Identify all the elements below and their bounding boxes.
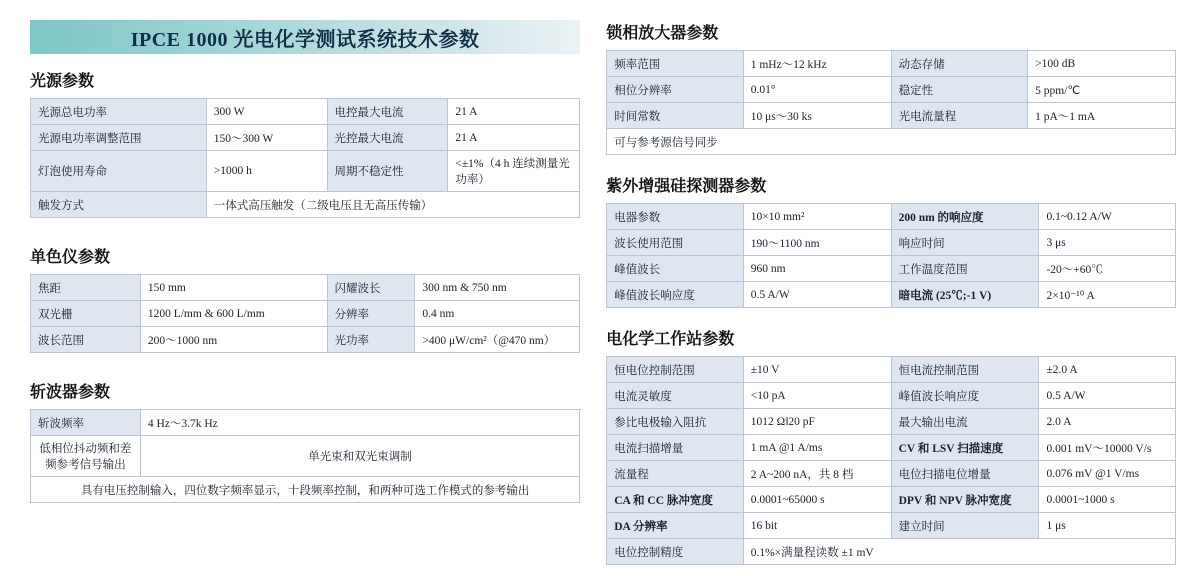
table-row [607,435,1176,461]
spec-value: 960 nm [743,256,891,282]
title-banner [30,20,580,54]
spec-value: 0.5 A/W [1039,383,1176,409]
table-lockin [606,50,1176,155]
spec-value: 具有电压控制输入，四位数字频率显示，十段频率控制，和两种可选工作模式的参考输出 [31,477,580,503]
spec-label: 峰值波长响应度 [607,282,744,308]
spec-label: 双光栅 [31,301,141,327]
spec-label: 时间常数 [607,103,744,129]
spec-label: 动态存储 [891,51,1028,77]
spec-label: 触发方式 [31,192,207,218]
table-body [607,357,1176,565]
table-row [31,436,580,477]
table-row [31,477,580,503]
spec-label: 恒电流控制范围 [891,357,1039,383]
spec-label: 相位分辨率 [607,77,744,103]
table-body [31,99,580,218]
spec-value: 低相位抖动频和差频参考信号输出 [31,436,141,477]
table-row [607,256,1176,282]
spec-label: 光源总电功率 [31,99,207,125]
spec-value: 2 A~200 nA，共 8 档 [743,461,891,487]
table-detector [606,203,1176,308]
spec-label: 流量程 [607,461,744,487]
spec-value: 3 μs [1039,230,1176,256]
section-lockin [606,20,1176,155]
spec-value: 2×10⁻¹⁰ A [1039,282,1176,308]
spec-value: 0.076 mV @1 V/ms [1039,461,1176,487]
spec-label: 暗电流 (25℃;-1 V) [891,282,1039,308]
spec-value: 1200 L/mm & 600 L/mm [140,301,327,327]
spec-value: 2.0 A [1039,409,1176,435]
table-row [31,275,580,301]
spec-value: 21 A [448,125,580,151]
spec-label: 电流灵敏度 [607,383,744,409]
spec-value: 4 Hz～3.7k Hz [140,410,579,436]
spec-value: 150 mm [140,275,327,301]
spec-value: 0.001 mV～10000 V/s [1039,435,1176,461]
spec-label: 分辨率 [327,301,415,327]
spec-label: 电控最大电流 [327,99,448,125]
spec-label: 峰值波长响应度 [891,383,1039,409]
spec-label: DA 分辨率 [607,513,744,539]
table-row [607,461,1176,487]
spec-label: 光功率 [327,327,415,353]
section-title-monochromator: 单色仪参数 [30,249,111,266]
table-chopper [30,409,580,503]
table-row [31,151,580,192]
table-row [607,103,1176,129]
table-light-source [30,98,580,218]
spec-value: <±1%（4 h 连续测量光功率） [448,151,580,192]
table-row [607,539,1176,565]
right-column [598,20,1176,566]
spec-value: 0.5 A/W [743,282,891,308]
spec-label: 参比电极输入阻抗 [607,409,744,435]
spec-value: 0.1%×满量程读数 ±1 mV [743,539,1175,565]
table-row [607,204,1176,230]
spec-label: 光电流量程 [891,103,1028,129]
spec-label: 光控最大电流 [327,125,448,151]
spec-value: 可与参考源信号同步 [607,129,1176,155]
spec-value: -20～+60℃ [1039,256,1176,282]
spec-value: >1000 h [206,151,327,192]
table-row [607,357,1176,383]
spec-value: 0.0001~1000 s [1039,487,1176,513]
spec-value: 0.0001~65000 s [743,487,891,513]
spec-value: 一体式高压触发（二级电压且无高压传输） [206,192,579,218]
table-row [31,327,580,353]
spec-label: 建立时间 [891,513,1039,539]
spec-value: 10 μs～30 ks [743,103,891,129]
table-row [607,230,1176,256]
spec-label: CV 和 LSV 扫描速度 [891,435,1039,461]
spec-label: 电流扫描增量 [607,435,744,461]
spec-label: 闪耀波长 [327,275,415,301]
spec-value: 300 W [206,99,327,125]
spec-value: >400 μW/cm²（@470 nm） [415,327,580,353]
spec-label: 周期不稳定性 [327,151,448,192]
spec-value: ±2.0 A [1039,357,1176,383]
spec-value: 单光束和双光束调制 [140,436,579,477]
table-row [31,125,580,151]
spec-value: 150～300 W [206,125,327,151]
section-title-light-source: 光源参数 [30,73,95,90]
spec-value: 1 pA～1 mA [1028,103,1176,129]
spec-value: <10 pA [743,383,891,409]
spec-label: DPV 和 NPV 脉冲宽度 [891,487,1039,513]
spec-value: 0.01° [743,77,891,103]
spec-label: 灯泡使用寿命 [31,151,207,192]
table-monochromator [30,274,580,353]
spec-label: 电位控制精度 [607,539,744,565]
table-workstation [606,356,1176,565]
spec-value: 300 nm & 750 nm [415,275,580,301]
spec-label: 电器参数 [607,204,744,230]
spec-label: 响应时间 [891,230,1039,256]
table-row [31,301,580,327]
spec-label: 最大输出电流 [891,409,1039,435]
table-body [607,51,1176,155]
spec-value: ±10 V [743,357,891,383]
table-body [31,275,580,353]
spec-value: 190～1100 nm [743,230,891,256]
table-row [607,51,1176,77]
spec-value: 0.1~0.12 A/W [1039,204,1176,230]
spec-label: 光源电功率调整范围 [31,125,207,151]
spec-value: 1 μs [1039,513,1176,539]
table-row [31,99,580,125]
section-title-detector: 紫外增强硅探测器参数 [606,178,767,195]
section-title-lockin: 锁相放大器参数 [606,25,719,42]
spec-value: 0.4 nm [415,301,580,327]
page-title: IPCE 1000 光电化学测试系统技术参数 [130,28,480,51]
table-row [607,383,1176,409]
spec-label: 斩波频率 [31,410,141,436]
spec-value: 5 ppm/℃ [1028,77,1176,103]
spec-label: 波长使用范围 [607,230,744,256]
section-workstation [606,326,1176,565]
table-row [607,487,1176,513]
table-row [607,129,1176,155]
table-row [607,513,1176,539]
spec-value: 1 mA @1 A/ms [743,435,891,461]
spec-value: 16 bit [743,513,891,539]
spec-value: >100 dB [1028,51,1176,77]
table-row [31,192,580,218]
spec-label: 峰值波长 [607,256,744,282]
spec-value: 10×10 mm² [743,204,891,230]
spec-label: 工作温度范围 [891,256,1039,282]
spec-label: 电位扫描电位增量 [891,461,1039,487]
spec-label: 稳定性 [891,77,1028,103]
section-light-source [30,68,580,218]
spec-label: 恒电位控制范围 [607,357,744,383]
spec-value: 200～1000 nm [140,327,327,353]
spec-label: CA 和 CC 脉冲宽度 [607,487,744,513]
section-monochromator [30,244,580,353]
spec-label: 200 nm 的响应度 [891,204,1039,230]
table-row [607,77,1176,103]
spec-value: 1012 Ω‖20 pF [743,409,891,435]
table-body [31,410,580,503]
table-row [607,282,1176,308]
section-detector [606,173,1176,308]
table-row [31,410,580,436]
spec-label: 波长范围 [31,327,141,353]
table-row [607,409,1176,435]
spec-value: 1 mHz～12 kHz [743,51,891,77]
spec-label: 焦距 [31,275,141,301]
spec-label: 频率范围 [607,51,744,77]
section-title-workstation: 电化学工作站参数 [606,331,735,348]
spec-value: 21 A [448,99,580,125]
left-column [30,20,598,566]
section-title-chopper: 斩波器参数 [30,384,111,401]
section-chopper [30,379,580,503]
table-body [607,204,1176,308]
